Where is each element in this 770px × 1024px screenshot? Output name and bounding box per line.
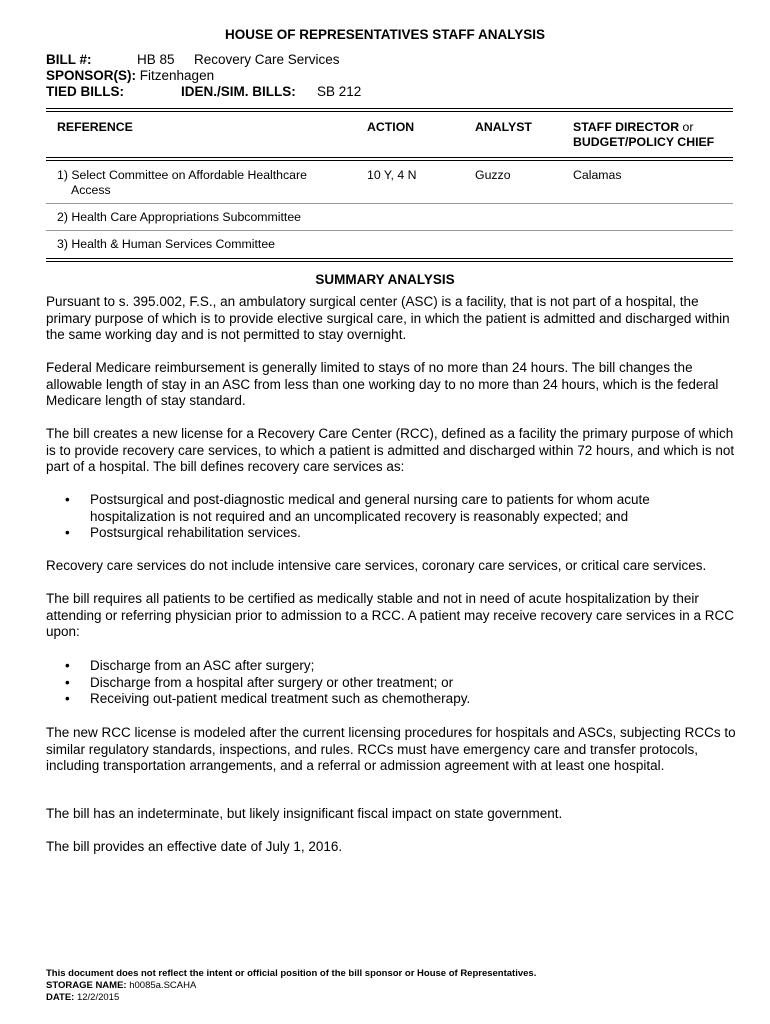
summary-p1 <box>46 294 736 344</box>
bullet-icon: • <box>65 674 70 690</box>
date-label: DATE: <box>46 992 75 1003</box>
sponsor-line <box>46 68 214 83</box>
list-item <box>46 658 736 675</box>
row-1-analyst: Guzzo <box>475 168 511 182</box>
bullet-list-services <box>46 492 736 542</box>
bullet-icon: • <box>65 658 70 673</box>
row-3-reference: 3) Health & Human Services Committee <box>57 237 276 251</box>
list-item <box>46 525 736 542</box>
col-header-analyst: ANALYST <box>475 120 532 134</box>
table-header-rule <box>46 157 733 161</box>
col-header-staff <box>573 120 714 150</box>
row-1-reference-cont: Access <box>71 183 111 197</box>
list-item-text: Postsurgical and post-diagnostic medical and general nursing care to patients for whom acute hospitalization is not required and an uncomplicated recovery is reasonably expected; and <box>90 492 650 524</box>
footer-storage <box>46 980 196 992</box>
list-item-text: Receiving out-patient medical treatment such as chemotherapy. <box>90 691 471 706</box>
page-title: HOUSE OF REPRESENTATIVES STAFF ANALYSIS <box>224 27 546 42</box>
list-item <box>46 691 736 708</box>
summary-p3 <box>46 426 736 476</box>
row-1-staff: Calamas <box>573 168 622 182</box>
storage-value: h0085a.SCAHA <box>129 980 197 991</box>
bill-number: HB 85 <box>137 52 175 67</box>
summary-p8 <box>46 839 736 856</box>
row-1-action: 10 Y, 4 N <box>367 168 417 182</box>
col-header-reference: REFERENCE <box>57 120 133 134</box>
summary-p7 <box>46 806 736 823</box>
summary-title: SUMMARY ANALYSIS <box>315 272 455 287</box>
row-divider <box>46 230 733 231</box>
iden-bills-value: SB 212 <box>317 84 362 99</box>
paragraph: Pursuant to s. 395.002, F.S., an ambulatory surgical center (ASC) is a facility, that is not part of a hospital, the primary purpose of which is to provide elective surgical care, in which the patient is admitted and discharged within the same working day and is not permitted to stay overnight. <box>46 294 730 342</box>
bullet-icon: • <box>65 492 70 507</box>
list-item-text: Discharge from an ASC after surgery; <box>90 658 315 673</box>
summary-p6 <box>46 725 736 775</box>
row-divider <box>46 203 733 204</box>
table-top-rule <box>46 108 733 112</box>
paragraph: Federal Medicare reimbursement is generally limited to stays of no more than 24 hours. The bill changes the allowable length of stay in an ASC from less than one working day to no more than 24 hours, which is the federal Medicare length of stay standard. <box>46 360 719 408</box>
footer-disclaimer: This document does not reflect the intent or official position of the bill sponsor or House of Representatives. <box>46 968 537 979</box>
list-item <box>46 492 736 525</box>
bullet-icon: • <box>65 525 70 540</box>
row-1-reference: 1) Select Committee on Affordable Healthcare <box>57 168 307 182</box>
paragraph: The new RCC license is modeled after the current licensing procedures for hospitals and ASCs, subjecting RCCs to similar regulatory standards, inspections, and rules. RCCs must have emergency care and transfer protocols, including transportation arrangements, and a referral or admission agreement with at least one hospital. <box>46 725 736 773</box>
tied-bills-label: TIED BILLS: <box>46 84 124 99</box>
col-header-action: ACTION <box>367 120 415 134</box>
summary-p5 <box>46 591 736 641</box>
table-row <box>57 168 307 198</box>
budget-policy-label: BUDGET/POLICY CHIEF <box>573 135 715 149</box>
summary-p2 <box>46 360 736 410</box>
list-item-text: Discharge from a hospital after surgery or other treatment; or <box>90 674 454 690</box>
sponsor-value: Fitzenhagen <box>139 68 215 83</box>
paragraph: Recovery care services do not include intensive care services, coronary care services, or critical care services. <box>46 558 707 573</box>
summary-p4 <box>46 558 736 575</box>
staff-or-label: or <box>682 120 694 134</box>
bill-label: BILL #: <box>46 52 92 67</box>
paragraph: The bill provides an effective date of July 1, 2016. <box>46 839 343 854</box>
bill-name: Recovery Care Services <box>194 52 340 67</box>
footer-date <box>46 992 119 1004</box>
list-item-text: Postsurgical rehabilitation services. <box>90 525 301 540</box>
iden-bills-label: IDEN./SIM. BILLS: <box>181 84 296 99</box>
paragraph: The bill has an indeterminate, but likely insignificant fiscal impact on state government. <box>46 806 563 821</box>
tied-bills-line <box>46 84 362 99</box>
bill-line <box>46 52 340 67</box>
bullet-icon: • <box>65 691 70 706</box>
sponsor-label: SPONSOR(S): <box>46 68 137 83</box>
list-item <box>46 675 736 692</box>
paragraph: The bill creates a new license for a Recovery Care Center (RCC), defined as a facility the primary purpose of which is to provide recovery care services, to which a patient is admitted and discharged within 72 hours, and which is not part of a hospital. The bill defines recovery care services as: <box>46 426 735 474</box>
table-bottom-rule <box>46 258 733 262</box>
storage-label: STORAGE NAME: <box>46 980 127 991</box>
bullet-list-rcc <box>46 658 736 708</box>
row-2-reference: 2) Health Care Appropriations Subcommittee <box>57 210 302 224</box>
date-value: 12/2/2015 <box>76 992 120 1003</box>
paragraph: The bill requires all patients to be certified as medically stable and not in need of acute hospitalization by their attending or referring physician prior to admission to a RCC. A patient may receive recovery care services in a RCC upon: <box>46 591 735 639</box>
staff-director-label: STAFF DIRECTOR <box>573 120 680 134</box>
